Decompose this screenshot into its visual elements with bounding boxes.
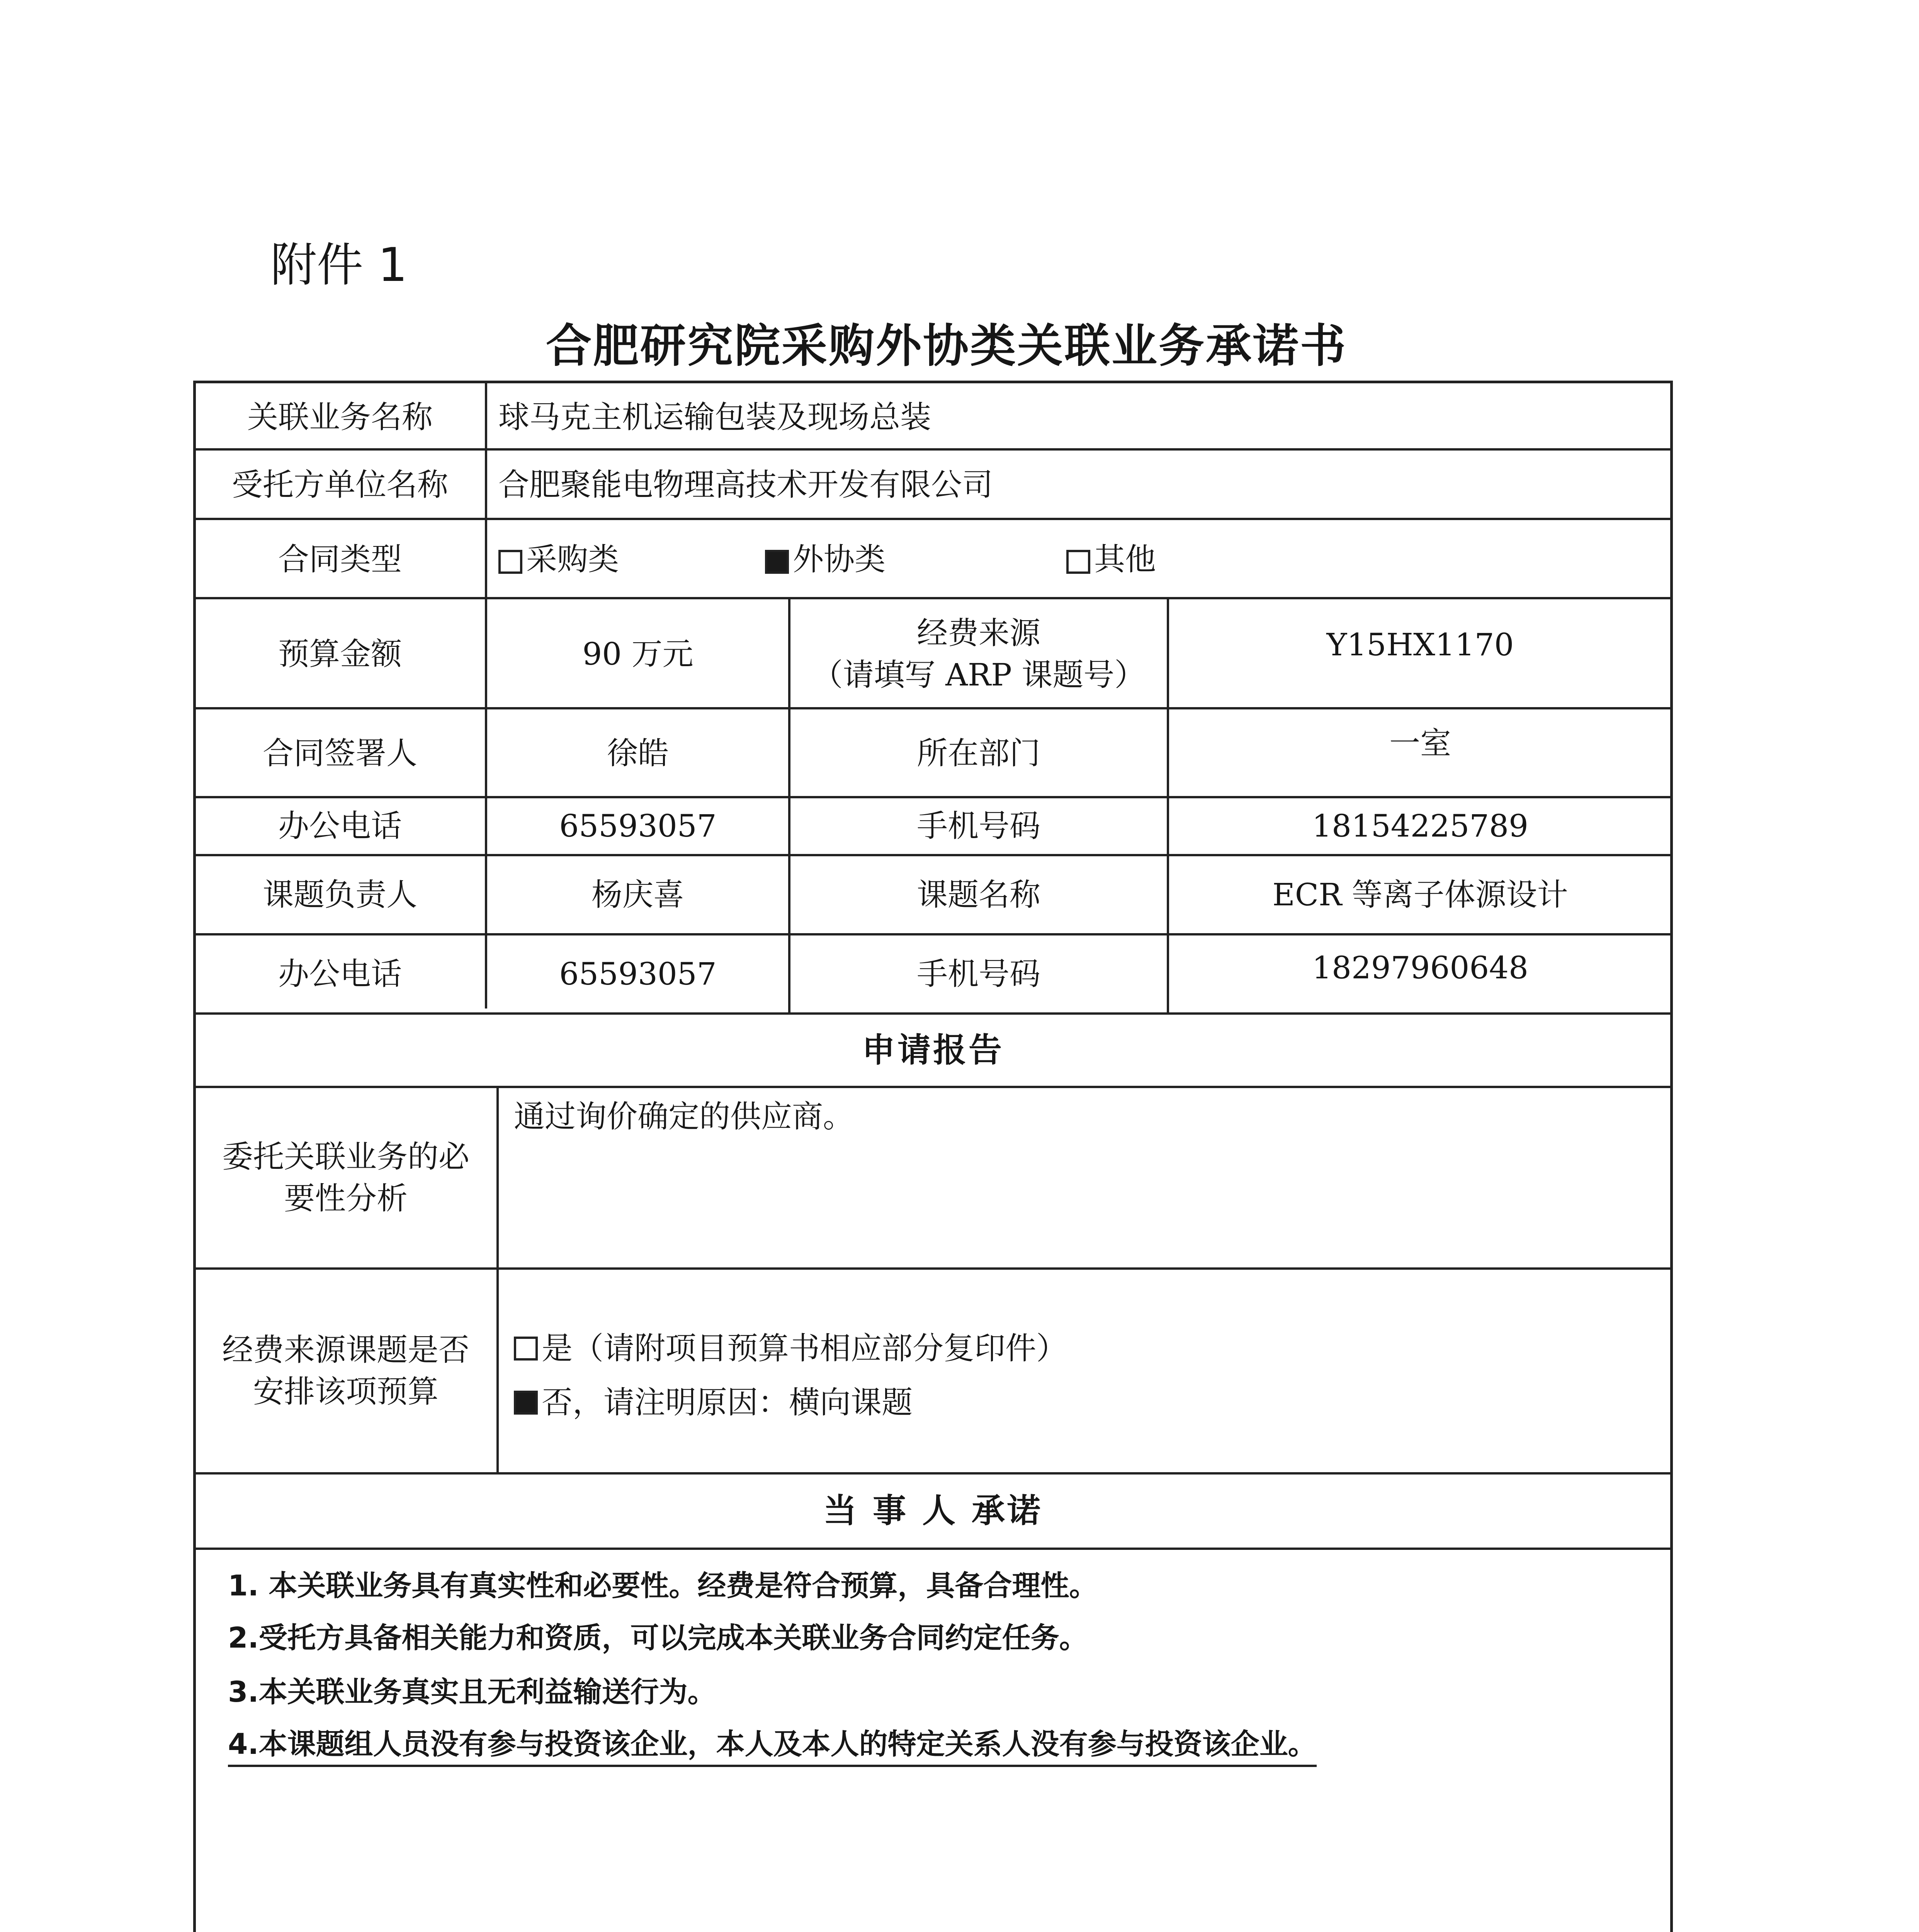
application-report-heading: 申请报告 xyxy=(862,1031,1004,1070)
business-name-value: 球马克主机运输包装及现场总装 xyxy=(498,399,931,435)
attachment-label: 附件 1 xyxy=(270,238,408,292)
signer-value: 徐皓 xyxy=(607,735,669,771)
budget-value: 90 万元 xyxy=(582,636,693,672)
commitment-item: 2.受托方具备相关能力和资质，可以完成本关联业务合同约定任务。 xyxy=(228,1621,1088,1655)
row-divider xyxy=(193,597,1673,599)
mobile-value: 18154225789 xyxy=(1312,808,1528,844)
row-divider xyxy=(193,518,1673,520)
commitment-heading: 当 事 人 承诺 xyxy=(823,1492,1043,1531)
entrusted-unit-value: 合肥聚能电物理高技术开发有限公司 xyxy=(498,467,993,503)
budget-arranged-label-line: 安排该项预算 xyxy=(253,1374,439,1410)
option-label: 其他 xyxy=(1094,541,1156,577)
option-procurement[interactable] xyxy=(498,539,765,580)
row-divider xyxy=(193,448,1673,451)
option-label: 采购类 xyxy=(526,541,619,577)
checkbox-icon[interactable] xyxy=(514,1337,538,1361)
contract-type-options xyxy=(498,522,1619,597)
office-phone-label: 办公电话 xyxy=(278,956,402,992)
signer-label: 合同签署人 xyxy=(263,735,417,771)
necessity-label-line: 委托关联业务的必 xyxy=(222,1139,469,1175)
mobile-label: 手机号码 xyxy=(917,808,1040,844)
option-yes[interactable] xyxy=(514,1325,1654,1372)
business-name-label: 关联业务名称 xyxy=(247,399,433,435)
entrusted-unit-label: 受托方单位名称 xyxy=(232,467,448,503)
option-outsourcing[interactable] xyxy=(765,539,1066,580)
budget-label: 预算金额 xyxy=(278,636,402,672)
department-label: 所在部门 xyxy=(917,735,1040,771)
necessity-label xyxy=(195,1088,496,1267)
office-phone-value: 65593057 xyxy=(559,808,717,844)
budget-arranged-label-line: 经费来源课题是否 xyxy=(222,1332,469,1368)
project-leader-value: 杨庆喜 xyxy=(592,876,684,913)
project-name-label: 课题名称 xyxy=(917,876,1040,913)
mobile-label: 手机号码 xyxy=(917,956,1040,992)
option-no-label: 否，请注明原因：横向课题 xyxy=(542,1384,913,1420)
document-title: 合肥研究院采购外协类关联业务承诺书 xyxy=(546,319,1347,372)
row-divider xyxy=(193,707,1673,709)
row-divider xyxy=(193,1548,1673,1550)
commitment-item: 1. 本关联业务具有真实性和必要性。经费是符合预算，具备合理性。 xyxy=(228,1569,1098,1602)
option-other[interactable] xyxy=(1066,539,1156,580)
department-value: 一室 xyxy=(1389,725,1451,761)
project-leader-label: 课题负责人 xyxy=(263,876,417,913)
necessity-text: 通过询价确定的供应商。 xyxy=(514,1099,854,1134)
funding-source-label xyxy=(790,601,1167,707)
mobile-value: 18297960648 xyxy=(1312,950,1528,986)
column-divider xyxy=(496,1086,499,1472)
funding-source-hint: （请填写 ARP 课题号） xyxy=(812,656,1146,693)
checked-checkbox-icon[interactable] xyxy=(765,550,789,574)
column-divider xyxy=(485,381,487,1009)
funding-source-title: 经费来源 xyxy=(917,615,1040,651)
option-no[interactable] xyxy=(514,1379,1654,1426)
option-yes-label: 是（请附项目预算书相应部分复印件） xyxy=(542,1330,1067,1366)
funding-source-value: Y15HX1170 xyxy=(1326,627,1514,663)
office-phone-label: 办公电话 xyxy=(278,808,402,844)
commitment-item: 4.本课题组人员没有参与投资该企业，本人及本人的特定关系人没有参与投资该企业。 xyxy=(228,1721,1317,1767)
project-name-value: ECR 等离子体源设计 xyxy=(1272,876,1568,913)
necessity-label-line: 要性分析 xyxy=(284,1180,408,1216)
contract-type-label: 合同类型 xyxy=(278,541,402,577)
checkbox-icon[interactable] xyxy=(1066,550,1090,574)
option-label: 外协类 xyxy=(793,541,886,577)
office-phone-value: 65593057 xyxy=(559,956,717,992)
checked-checkbox-icon[interactable] xyxy=(514,1391,538,1415)
commitment-item: 3.本关联业务真实且无利益输送行为。 xyxy=(228,1675,716,1709)
checkbox-icon[interactable] xyxy=(498,550,522,574)
budget-arranged-label xyxy=(195,1270,496,1472)
